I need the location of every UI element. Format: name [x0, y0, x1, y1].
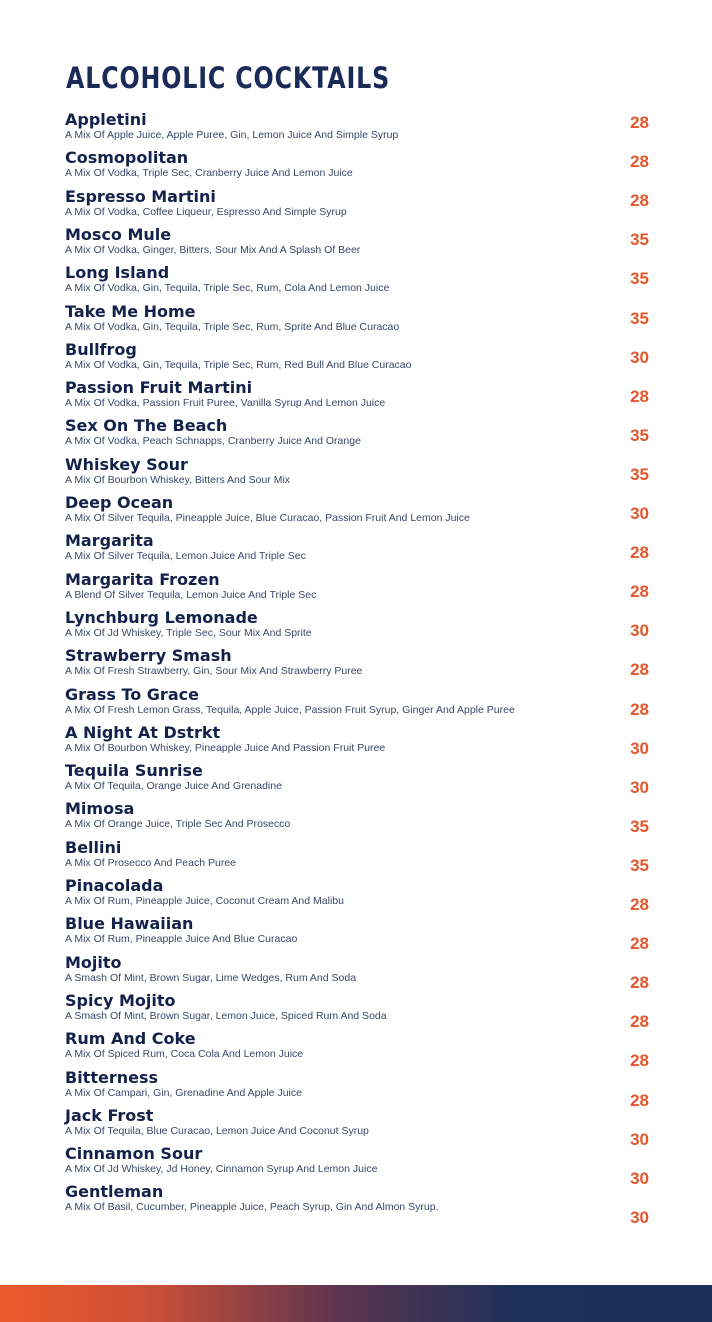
- item-description: A Mix Of Fresh Strawberry, Gin, Sour Mix And Strawberry Puree: [65, 665, 363, 678]
- item-description: A Mix Of Silver Tequila, Pineapple Juice, Blue Curacao, Passion Fruit And Lemon Juice: [65, 512, 470, 524]
- item-price: 28: [630, 582, 649, 602]
- menu-item: [0, 1068, 712, 1106]
- item-name: Mosco Mule: [65, 224, 172, 244]
- item-price: 35: [630, 464, 649, 484]
- menu-item: [0, 493, 712, 531]
- item-description: A Smash Of Mint, Brown Sugar, Lime Wedges, Rum And Soda: [65, 971, 357, 984]
- item-name: Mojito: [65, 952, 122, 972]
- item-price: 30: [630, 347, 649, 367]
- item-name: Grass To Grace: [65, 684, 199, 704]
- menu-item: [0, 838, 712, 876]
- item-name: Take Me Home: [65, 301, 196, 321]
- item-name: Gentleman: [65, 1182, 164, 1202]
- item-description: A Mix Of Bourbon Whiskey, Pineapple Juice And Passion Fruit Puree: [65, 741, 386, 754]
- item-name: Cosmopolitan: [65, 148, 189, 168]
- item-description: A Mix Of Vodka, Gin, Tequila, Triple Sec, Rum, Sprite And Blue Curacao: [65, 320, 400, 333]
- item-price: 35: [630, 816, 649, 836]
- item-name: Margarita Frozen: [65, 569, 220, 589]
- item-price: 28: [630, 934, 649, 954]
- menu-item: [0, 187, 712, 225]
- item-description: A Mix Of Vodka, Triple Sec, Cranberry Juice And Lemon Juice: [65, 167, 353, 180]
- menu-item: [0, 1144, 712, 1182]
- item-name: Passion Fruit Martini: [65, 378, 253, 398]
- item-price: 28: [630, 386, 649, 406]
- item-price: 35: [630, 308, 649, 328]
- menu-item: [0, 378, 712, 416]
- menu-item: [0, 608, 712, 646]
- item-price: 30: [630, 1168, 649, 1188]
- item-description: A Mix Of Rum, Pineapple Juice, Coconut Cream And Malibu: [65, 895, 344, 907]
- item-price: 35: [630, 855, 649, 875]
- item-name: Jack Frost: [65, 1105, 154, 1125]
- item-description: A Mix Of Vodka, Passion Fruit Puree, Vanilla Syrup And Lemon Juice: [65, 397, 386, 410]
- menu-item: [0, 302, 712, 340]
- menu-item: [0, 263, 712, 301]
- item-price: 30: [630, 777, 649, 797]
- footer-gradient-bar: [0, 1285, 712, 1322]
- item-price: 30: [630, 1129, 649, 1149]
- item-description: A Mix Of Vodka, Gin, Tequila, Triple Sec, Rum, Red Bull And Blue Curacao: [65, 358, 412, 371]
- item-description: A Mix Of Vodka, Ginger, Bitters, Sour Mix And A Splash Of Beer: [65, 243, 361, 256]
- item-description: A Mix Of Orange Juice, Triple Sec And Prosecco: [65, 818, 291, 831]
- item-name: Bellini: [65, 837, 122, 857]
- item-price: 28: [630, 895, 649, 914]
- menu-item: [0, 914, 712, 952]
- item-name: Pinacolada: [65, 876, 164, 895]
- item-name: Spicy Mojito: [65, 990, 176, 1010]
- item-name: Blue Hawaiian: [65, 914, 194, 934]
- item-description: A Mix Of Rum, Pineapple Juice And Blue Curacao: [65, 933, 298, 946]
- item-price: 28: [630, 152, 649, 172]
- menu-item: [0, 531, 712, 569]
- item-price: 30: [630, 738, 649, 758]
- item-description: A Mix Of Silver Tequila, Lemon Juice And Triple Sec: [65, 550, 306, 563]
- item-description: A Mix Of Apple Juice, Apple Puree, Gin, Lemon Juice And Simple Syrup: [65, 129, 399, 141]
- page-title: ALCOHOLIC COCKTAILS: [66, 61, 391, 95]
- item-price: 30: [630, 504, 649, 523]
- item-price: 28: [630, 113, 649, 132]
- item-price: 28: [630, 543, 649, 563]
- item-name: Rum And Coke: [65, 1029, 196, 1049]
- item-description: A Mix Of Basil, Cucumber, Pineapple Juice, Peach Syrup, Gin And Almon Syrup.: [65, 1201, 439, 1214]
- menu-item: [0, 455, 712, 493]
- item-name: Tequila Sunrise: [65, 761, 203, 781]
- menu-item: [0, 1182, 712, 1220]
- menu-item: [0, 799, 712, 837]
- menu-item: [0, 340, 712, 378]
- item-price: 35: [630, 230, 649, 250]
- item-description: A Mix Of Vodka, Coffee Liqueur, Espresso And Simple Syrup: [65, 205, 347, 218]
- menu-item: [0, 1106, 712, 1144]
- item-price: 28: [630, 1051, 649, 1071]
- item-name: Cinnamon Sour: [65, 1144, 203, 1164]
- item-name: Mimosa: [65, 799, 135, 819]
- menu-item: [0, 646, 712, 684]
- menu-item: [0, 685, 712, 723]
- menu-item: [0, 761, 712, 799]
- menu-item: [0, 148, 712, 186]
- item-name: Bullfrog: [65, 339, 137, 359]
- item-description: A Mix Of Vodka, Gin, Tequila, Triple Sec, Rum, Cola And Lemon Juice: [65, 282, 390, 295]
- item-description: A Mix Of Prosecco And Peach Puree: [65, 856, 237, 869]
- menu-item: [0, 1029, 712, 1067]
- item-description: A Mix Of Vodka, Peach Schnapps, Cranberry Juice And Orange: [65, 435, 361, 448]
- item-name: Whiskey Sour: [65, 454, 188, 474]
- item-name: Bitterness: [65, 1067, 159, 1087]
- item-price: 28: [630, 191, 649, 211]
- item-price: 28: [630, 973, 649, 993]
- item-description: A Smash Of Mint, Brown Sugar, Lemon Juice, Spiced Rum And Soda: [65, 1009, 387, 1022]
- item-price: 28: [630, 699, 649, 719]
- item-name: Deep Ocean: [65, 493, 174, 512]
- item-description: A Blend Of Silver Tequila, Lemon Juice And Triple Sec: [65, 588, 317, 601]
- item-description: A Mix Of Campari, Gin, Grenadine And Apple Juice: [65, 1086, 302, 1099]
- item-price: 28: [630, 1090, 649, 1110]
- item-price: 30: [630, 1207, 649, 1227]
- item-description: A Mix Of Jd Whiskey, Triple Sec, Sour Mix And Sprite: [65, 626, 312, 639]
- menu-item: [0, 876, 712, 914]
- item-description: A Mix Of Tequila, Blue Curacao, Lemon Juice And Coconut Syrup: [65, 1124, 369, 1137]
- menu-item: [0, 225, 712, 263]
- menu-item: [0, 570, 712, 608]
- item-price: 30: [630, 621, 649, 641]
- item-name: Lynchburg Lemonade: [65, 607, 258, 627]
- menu-item: [0, 953, 712, 991]
- menu-item: [0, 991, 712, 1029]
- item-name: Strawberry Smash: [65, 646, 232, 666]
- item-name: Appletini: [65, 110, 147, 129]
- item-name: Long Island: [65, 263, 170, 283]
- item-name: Espresso Martini: [65, 186, 216, 206]
- item-name: Margarita: [65, 531, 154, 551]
- item-description: A Mix Of Spiced Rum, Coca Cola And Lemon Juice: [65, 1048, 304, 1061]
- item-description: A Mix Of Tequila, Orange Juice And Grenadine: [65, 780, 282, 793]
- item-price: 28: [630, 1012, 649, 1032]
- item-description: A Mix Of Bourbon Whiskey, Bitters And Sour Mix: [65, 473, 291, 486]
- item-price: 35: [630, 425, 649, 445]
- item-price: 35: [630, 269, 649, 289]
- menu-item: [0, 416, 712, 454]
- menu-item: [0, 110, 712, 148]
- item-description: A Mix Of Fresh Lemon Grass, Tequila, Apple Juice, Passion Fruit Syrup, Ginger And Apple Puree: [65, 703, 515, 716]
- menu-item: [0, 723, 712, 761]
- item-name: Sex On The Beach: [65, 416, 228, 436]
- item-description: A Mix Of Jd Whiskey, Jd Honey, Cinnamon Syrup And Lemon Juice: [65, 1163, 378, 1176]
- item-price: 28: [630, 660, 649, 680]
- item-name: A Night At Dstrkt: [65, 722, 221, 742]
